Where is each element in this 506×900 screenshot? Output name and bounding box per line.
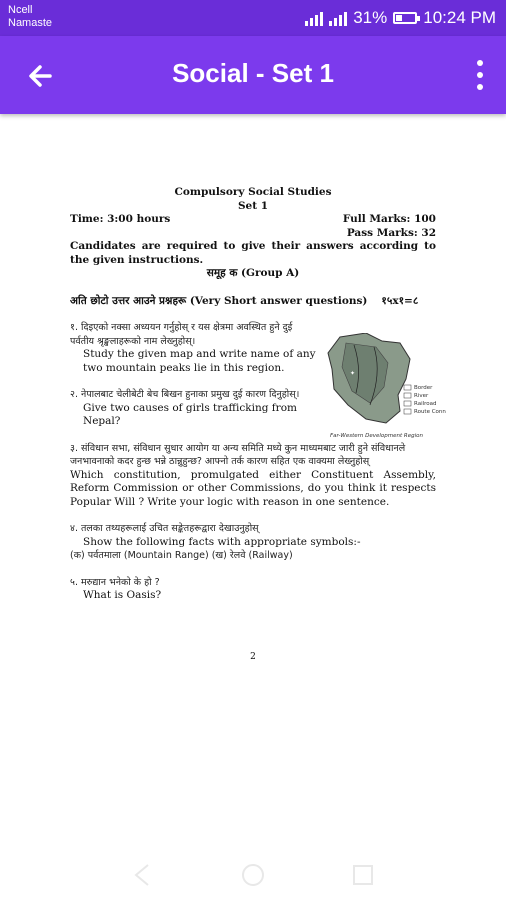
doc-pass-marks: Pass Marks: 32 <box>346 226 436 239</box>
region-map-image <box>326 333 456 441</box>
doc-section-title: अति छोटो उत्तर आउने प्रश्नहरू (Very Short answer questions) <box>70 294 368 307</box>
clock: 10:24 PM <box>423 8 496 27</box>
page-number: 2 <box>250 651 256 662</box>
q4-english: Show the following facts with appropriate symbols:- <box>83 535 361 548</box>
q3-english: Which constitution, promulgated either Constituent Assembly, Reform Commission or other Commissions, do you think it respects Popular Will ? Write your logic with reason in one sentence. <box>70 468 436 508</box>
q1-nepali: १. दिइएको नक्सा अध्ययन गर्नुहोस् र यस क्षेत्रमा अवस्थित हुने दुई पर्वतीय श्रृङ्खलाहरूको नाम लेख्नुहोस्। <box>70 322 293 347</box>
legend-railroad: Railroad <box>414 401 437 407</box>
cell-signal-icon <box>329 10 347 26</box>
carrier-subtitle: Namaste <box>8 17 53 29</box>
battery-icon <box>393 12 417 24</box>
nav-recents-icon[interactable] <box>348 860 378 890</box>
q5-nepali: ५. मरुद्यान भनेको के हो ? <box>70 576 160 588</box>
q4-items: (क) पर्वतमाला (Mountain Range) (ख) रेलवे (Railway) <box>70 550 293 561</box>
doc-heading: Compulsory Social Studies <box>174 186 332 198</box>
legend-route: Route Conn <box>414 409 446 415</box>
doc-section-marks: १५x१=८ <box>381 294 419 307</box>
doc-set: Set 1 <box>237 199 269 212</box>
battery-percent: 31% <box>353 8 388 27</box>
svg-text:✦: ✦ <box>350 370 356 377</box>
doc-group: समूह क (Group A) <box>206 267 300 279</box>
q2-english: Give two causes of girls trafficking from Nepal? <box>83 401 297 427</box>
doc-instructions: Candidates are required to give their answers according to the given instructions. <box>70 240 436 266</box>
more-options-button[interactable] <box>476 60 484 90</box>
legend-river: River <box>414 393 429 399</box>
app-bar <box>0 36 506 114</box>
legend-border: Border <box>414 385 433 391</box>
nav-home-icon[interactable] <box>238 860 268 890</box>
q2-nepali: २. नेपालबाट चेलीबेटी बेच बिखन हुनाका प्रमुख दुई कारण दिनुहोस्। <box>70 389 300 400</box>
q3-nepali: ३. संविधान सभा, संविधान सुधार आयोग या अन्य समिति मध्ये कुन माध्यमबाट जारी हुने संविधानले जनभावनाको कदर हुन्छ भन्ने ठान्नुहुन्छ? आफ्नो तर्क कारण सहित एक वाक्यमा लेख्नुहोस् <box>70 442 406 467</box>
status-icons <box>305 8 496 28</box>
status-bar <box>0 0 506 36</box>
map-caption: Far-Western Development Region <box>330 433 423 439</box>
battery-fill <box>396 15 402 21</box>
q5-english: What is Oasis? <box>83 589 162 601</box>
exam-document <box>70 186 446 664</box>
page-title: Social - Set 1 <box>172 58 334 88</box>
carrier-name: Ncell <box>8 4 33 16</box>
wifi-signal-icon <box>305 10 323 26</box>
q1-english: Study the given map and write name of any two mountain peaks lie in this region. <box>83 348 316 374</box>
doc-full-marks: Full Marks: 100 <box>342 213 436 225</box>
nav-back-icon[interactable] <box>128 860 158 890</box>
more-vert-icon <box>477 60 483 66</box>
system-nav-bar <box>0 850 506 900</box>
carrier-info <box>8 4 52 30</box>
q4-nepali: ४. तलका तथ्यहरूलाई उचित सङ्केतहरूद्वारा देखाउनुहोस् <box>70 523 259 534</box>
doc-time: Time: 3:00 hours <box>70 213 171 225</box>
